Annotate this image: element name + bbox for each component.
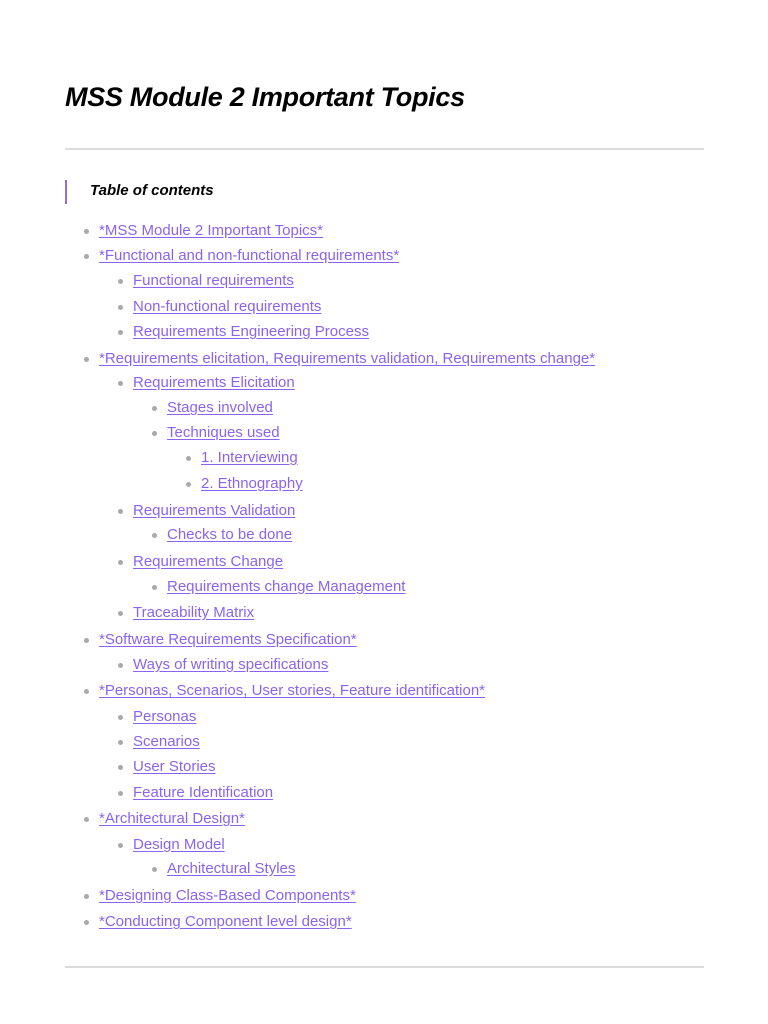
toc-link[interactable]: Architectural Styles [167,860,296,877]
toc-link[interactable]: Scenarios [133,733,200,750]
toc-link[interactable]: 1. Interviewing [201,449,298,466]
toc-link[interactable]: *Architectural Design* [99,810,245,827]
toc-link[interactable]: *Software Requirements Specification* [99,631,357,648]
toc-link[interactable]: *Functional and non-functional requirements* [99,247,400,264]
toc-link[interactable]: Non-functional requirements [133,298,322,315]
toc-link[interactable]: Requirements Elicitation [133,374,295,391]
toc-bullet [118,560,123,565]
toc-link[interactable]: Requirements Engineering Process [133,323,369,340]
toc-link[interactable]: *MSS Module 2 Important Topics* [99,222,323,239]
toc-bullet [84,894,89,899]
toc-bullet [118,663,123,668]
toc-bullet [118,843,123,848]
toc-bullet [84,920,89,925]
toc-bullet [118,509,123,514]
toc-bullet [84,254,89,259]
bottom-divider [65,966,704,968]
toc-bullet [152,867,157,872]
toc-bullet [118,765,123,770]
toc-bullet [118,611,123,616]
toc-bullet [152,533,157,538]
toc-link[interactable]: 2. Ethnography [201,475,303,492]
toc-bullet [84,229,89,234]
toc-link[interactable]: Requirements Validation [133,502,296,519]
toc-link[interactable]: Requirements Change [133,553,284,570]
toc-bullet [152,585,157,590]
toc-link[interactable]: Requirements change Management [167,578,406,595]
toc-bullet [118,330,123,335]
toc-link[interactable]: Feature Identification [133,784,274,801]
toc-bullet [84,638,89,643]
toc-link[interactable]: Stages involved [167,399,273,416]
toc-bullet [118,279,123,284]
toc-link[interactable]: Traceability Matrix [133,604,255,621]
toc-heading: Table of contents [65,180,214,204]
toc-bullet [186,482,191,487]
toc-bullet [84,357,89,362]
toc-link[interactable]: Checks to be done [167,526,293,543]
toc-link[interactable]: Techniques used [167,424,280,441]
toc-bullet [118,715,123,720]
toc-link[interactable]: *Designing Class-Based Components* [99,887,356,904]
toc-link[interactable]: *Personas, Scenarios, User stories, Feature identification* [99,682,486,699]
toc-bullet [84,817,89,822]
toc-bullet [152,431,157,436]
toc-link[interactable]: Ways of writing specifications [133,656,329,673]
toc-link[interactable]: Design Model [133,836,225,853]
toc-bullet [118,305,123,310]
toc-bullet [152,406,157,411]
toc-link[interactable]: Functional requirements [133,272,294,289]
toc-link[interactable]: *Conducting Component level design* [99,913,352,930]
toc-bullet [186,456,191,461]
toc-link[interactable]: Personas [133,708,197,725]
page-title: MSS Module 2 Important Topics [65,82,465,112]
toc-bullet [118,791,123,796]
toc-link[interactable]: *Requirements elicitation, Requirements validation, Requirements change* [99,350,596,367]
toc-bullet [84,689,89,694]
toc-bullet [118,381,123,386]
toc-link[interactable]: User Stories [133,758,216,775]
toc-bullet [118,740,123,745]
